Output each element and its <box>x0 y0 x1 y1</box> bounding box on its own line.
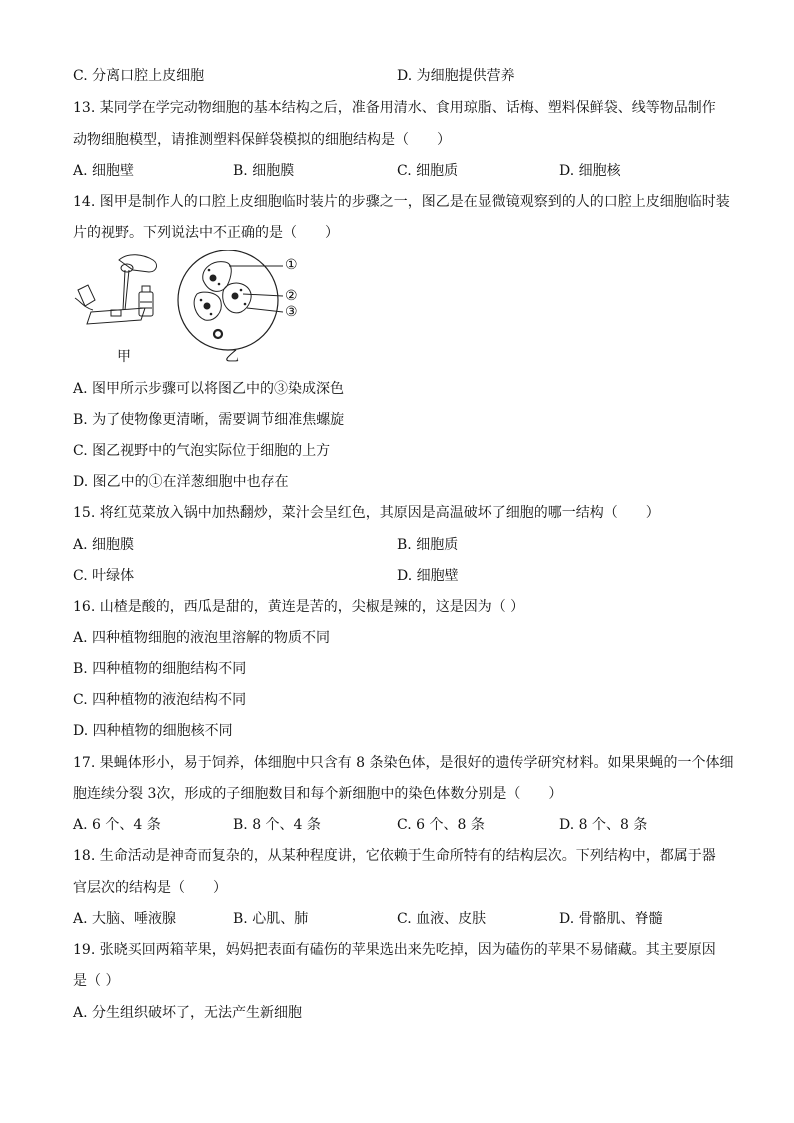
q14-option-a: A. 图甲所示步骤可以将图乙中的③染成深色 <box>73 381 345 397</box>
dropper-staining-illustration <box>75 255 156 324</box>
q19-stem-line2: 是（ ） <box>73 973 120 989</box>
q14-figure <box>73 250 313 365</box>
q16-option-a: A. 四种植物细胞的液泡里溶解的物质不同 <box>73 630 331 646</box>
q15-option-b: B. 细胞质 <box>397 537 459 553</box>
q14-stem-line1: 14. 图甲是制作人的口腔上皮细胞临时装片的步骤之一，图乙是在显微镜观察到的人的口腔上皮细胞临时装 <box>73 194 730 210</box>
q16-option-d: D. 四种植物的细胞核不同 <box>73 723 233 739</box>
q14-figure-drawing <box>73 250 313 365</box>
q16-option-b: B. 四种植物的细胞结构不同 <box>73 661 247 677</box>
q18-stem-line2: 官层次的结构是（ ） <box>73 880 227 896</box>
q17-option-a: A. 6 个、4 条 <box>73 817 161 833</box>
q14-option-d: D. 图乙中的①在洋葱细胞中也存在 <box>73 474 289 490</box>
q18-option-c: C. 血液、皮肤 <box>397 911 487 927</box>
q18-stem-line1: 18. 生命活动是神奇而复杂的，从某种程度讲，它依赖于生命所特有的结构层次。下列结构中，都属于器 <box>73 848 716 864</box>
figure-jia-caption: 甲 <box>117 349 131 365</box>
q18-option-a: A. 大脑、唾液腺 <box>73 911 177 927</box>
q17-option-d: D. 8 个、8 条 <box>559 817 648 833</box>
q16-option-c: C. 四种植物的液泡结构不同 <box>73 692 247 708</box>
q14-stem-line2: 片的视野。下列说法中不正确的是（ ） <box>73 225 339 241</box>
q19-stem-line1: 19. 张晓买回两箱苹果，妈妈把表面有磕伤的苹果选出来先吃掉，因为磕伤的苹果不易储藏。其主要原因 <box>73 942 716 958</box>
q15-option-d: D. 细胞壁 <box>397 568 459 584</box>
q17-stem-line1: 17. 果蝇体形小，易于饲养，体细胞中只含有 8 条染色体，是很好的遗传学研究材料。如果果蝇的一个体细 <box>73 755 734 771</box>
q15-option-a: A. 细胞膜 <box>73 537 135 553</box>
q13-option-a: A. 细胞壁 <box>73 163 135 179</box>
q19-option-a: A. 分生组织破坏了，无法产生新细胞 <box>73 1005 303 1021</box>
q14-option-b: B. 为了使物像更清晰，需要调节细准焦螺旋 <box>73 412 345 428</box>
q12-option-d: D. 为细胞提供营养 <box>397 68 515 84</box>
q18-option-d: D. 骨骼肌、脊髓 <box>559 911 663 927</box>
q15-option-c: C. 叶绿体 <box>73 568 135 584</box>
marker-1-label: ① <box>285 257 298 273</box>
q13-stem-line1: 13. 某同学在学完动物细胞的基本结构之后，准备用清水、食用琼脂、话梅、塑料保鲜袋、线等物品制作 <box>73 100 716 116</box>
q13-option-b: B. 细胞膜 <box>233 163 295 179</box>
q12-option-c: C. 分离口腔上皮细胞 <box>73 68 205 84</box>
q15-stem: 15. 将红苋菜放入锅中加热翻炒，菜汁会呈红色，其原因是高温破坏了细胞的哪一结构（ ） <box>73 505 660 521</box>
q17-option-b: B. 8 个、4 条 <box>233 817 321 833</box>
microscope-field-of-view <box>178 250 283 350</box>
q16-stem: 16. 山楂是酸的，西瓜是甜的，黄连是苦的，尖椒是辣的，这是因为（ ） <box>73 599 525 615</box>
q13-option-d: D. 细胞核 <box>559 163 621 179</box>
q17-stem-line2: 胞连续分裂 3次，形成的子细胞数目和每个新细胞中的染色体数分别是（ ） <box>73 786 563 802</box>
marker-3-label: ③ <box>285 304 298 320</box>
q18-option-b: B. 心肌、肺 <box>233 911 309 927</box>
q13-stem-line2: 动物细胞模型，请推测塑料保鲜袋模拟的细胞结构是（ ） <box>73 132 451 148</box>
q13-option-c: C. 细胞质 <box>397 163 459 179</box>
q17-option-c: C. 6 个、8 条 <box>397 817 485 833</box>
marker-2-label: ② <box>285 288 298 304</box>
figure-yi-caption: 乙 <box>225 349 239 365</box>
q14-option-c: C. 图乙视野中的气泡实际位于细胞的上方 <box>73 443 331 459</box>
